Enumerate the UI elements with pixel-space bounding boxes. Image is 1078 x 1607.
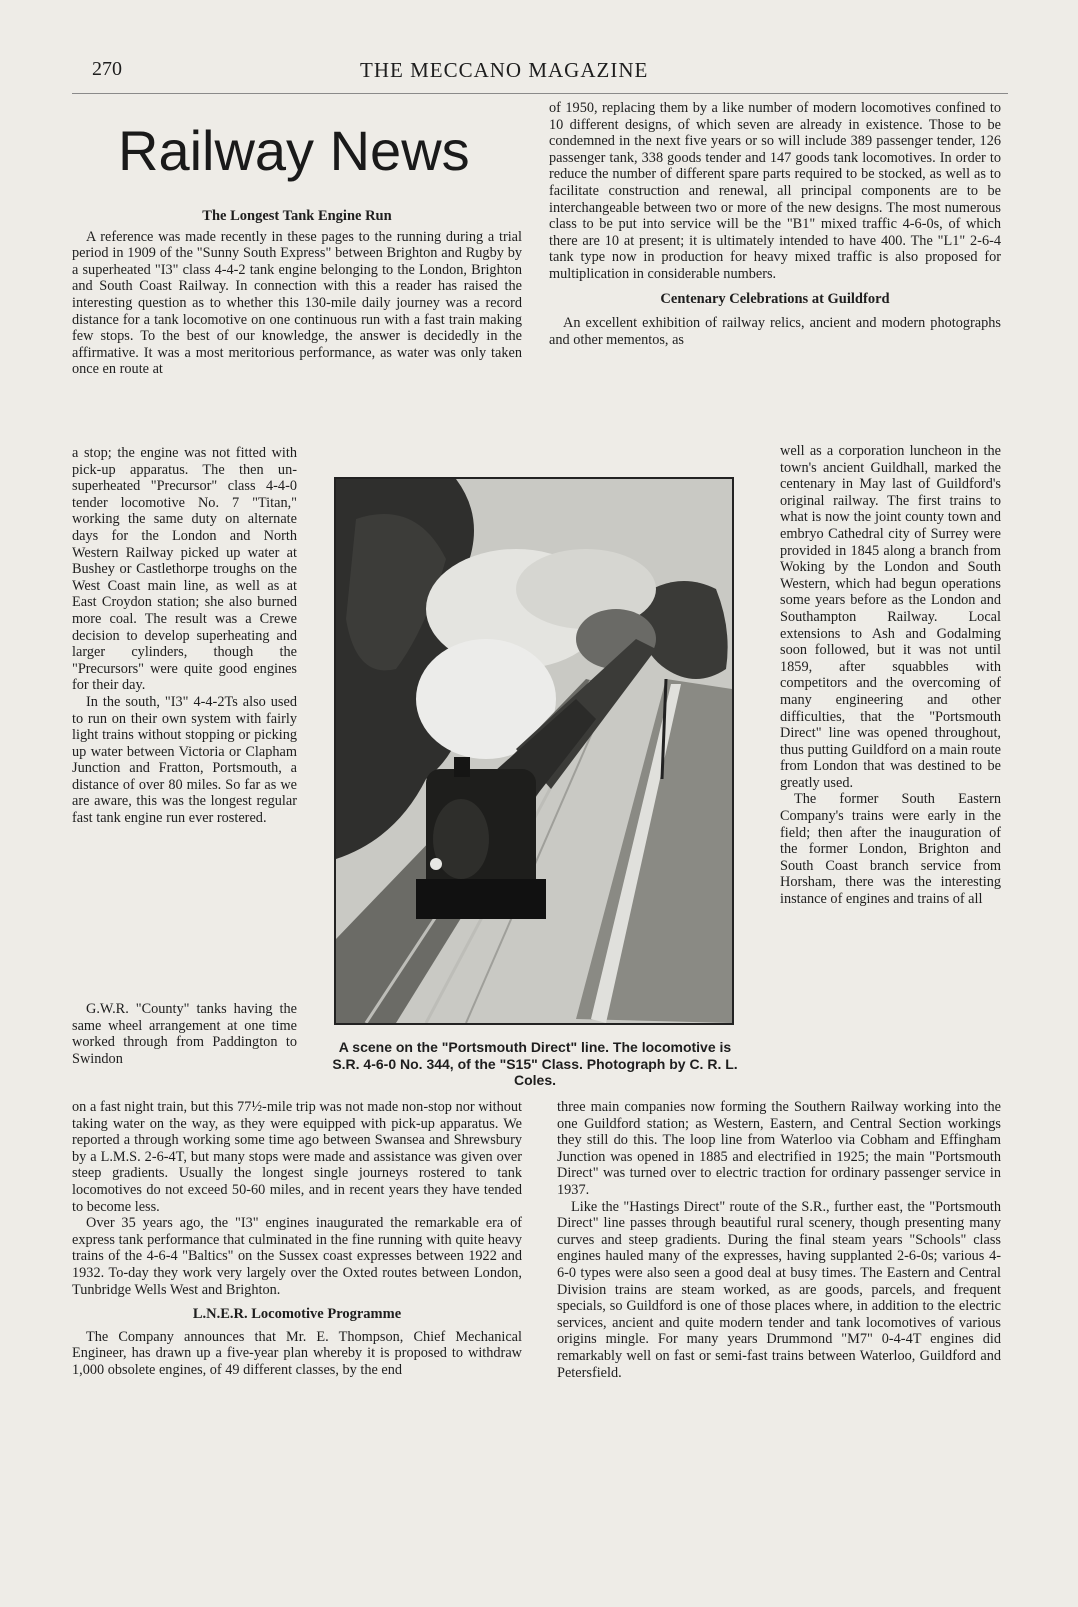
header-rule xyxy=(72,93,1008,94)
article-heading-longest-run: The Longest Tank Engine Run xyxy=(202,208,392,224)
paragraph: A reference was made recently in these pages to the running during a trial period in 1909 of the "Sunny South Express" between Brighton and Rugby by a superheated "I3" class 4-4-2 tank engine belonging to the London, Brighton and South Coast Railway. In connection with this a reader has raised the interesting question as to whether this 130-mile daily journey was a record distance for a tank locomotive on one continuous run with a fast train making few stops. To the best of our knowledge, the answer is decidedly in the affirmative. It was a most meritorious performance, as water was only taken once en route at xyxy=(72,228,522,378)
left-column-top xyxy=(72,208,522,378)
paragraph: a stop; the engine was not fitted with pick-up apparatus. The then un-superheated "Precursor" class 4-4-0 tender locomotive No. 7 "Titan," working the same duty on alternate days for the London and North Western Railway picked up water at Bushey or Castlethorpe troughs on the West Coast main line, as well as at East Croydon station; she also burned more coal. The result was a Crewe decision to develop superheating and larger cylinders, though the "Precursors" were quite good engines for their day. xyxy=(72,445,297,694)
article-heading-lner: L.N.E.R. Locomotive Programme xyxy=(192,1306,402,1323)
paragraph: An excellent exhibition of railway relics, ancient and modern photographs and other mementos, as xyxy=(549,315,1001,348)
page-number: 270 xyxy=(92,58,122,80)
photo-illustration xyxy=(336,479,732,1023)
paragraph: In the south, "I3" 4-4-2Ts also used to run on their own system with fairly light trains without stopping or picking up water between Victoria or Clapham Junction and Fratton, Portsmouth, a distance of over 80 miles. So far as we are aware, this was the longest regular fast tank engine run ever rostered. xyxy=(72,693,297,827)
paragraph: well as a corporation luncheon in the town's ancient Guildhall, marked the centenary in May last of Guildford's original railway. The first trains to what is now the joint county town and embryo Cathedral city of Surrey were provided in 1845 along a branch from Woking by the London and South Western, which had begun operations some years before as the London and Southampton Railway. Local extensions to Ash and Godalming soon followed, but it was not until 1859, after squabbles with competitors and the overcoming of many engineering and other difficulties, that the "Portsmouth Direct" line was opened throughout, thus putting Guildford on a main route from London that was destined to be greatly used. xyxy=(780,443,1001,791)
right-column-bottom xyxy=(557,1099,1001,1381)
right-column-narrow xyxy=(780,443,1001,908)
paragraph: G.W.R. "County" tanks having the same wheel arrangement at one time worked through from Paddington to Swindon xyxy=(72,1001,297,1067)
paragraph: The Company announces that Mr. E. Thompson, Chief Mechanical Engineer, has drawn up a five-year plan whereby it is proposed to withdraw 1,000 obsolete engines, of 49 different classes, by the end xyxy=(72,1328,522,1378)
paragraph: The former South Eastern Company's trains were early in the field; then after the inauguration of the former London, Brighton and South Coast branch service from Horsham, there was the interesting instance of engines and trains of all xyxy=(780,791,1001,908)
paragraph: three main companies now forming the Southern Railway working into the one Guildford station; as Western, Eastern, and Central Section workings they still do this. The loop line from Waterloo via Cobham and Effingham Junction was opened in 1885 and electrified in 1925; the main "Portsmouth Direct" was turned over to electric traction for ordinary passenger service in 1937. xyxy=(557,1099,1001,1198)
paragraph: Over 35 years ago, the "I3" engines inaugurated the remarkable era of express tank performance that culminated in the fine running with quite heavy trains of the 4-6-4 "Baltics" on the Sussex coast expresses between 1922 and 1932. To-day they work very largely over the Oxted routes between London, Tunbridge Wells West and Brighton. xyxy=(72,1215,522,1298)
left-column-bottom xyxy=(72,1099,522,1379)
paragraph: of 1950, replacing them by a like number of modern locomotives confined to 10 different designs, of which seven are already in existence. Those to be condemned in the next five years or so will include 389 passenger tender, 126 passenger tank, 338 goods tender and 147 goods tank locomotives. In order to reduce the number of different spare parts required to be stocked, as well as to facilitate construction and renewal, all principal components are to be interchangeable between two or more of the new designs. The most numerous class to be put into service will be the "B1" mixed traffic 4-6-0s, of which there are 10 at present; it is ultimately intended to have 400. The "L1" 2-6-4 tank type now in production for heavy mixed traffic is also proposed for multiplication in considerable numbers. xyxy=(549,100,1001,282)
locomotive-photograph xyxy=(334,477,734,1025)
right-column-top xyxy=(549,100,1001,348)
article-heading-guildford: Centenary Celebrations at Guildford xyxy=(660,290,890,307)
magazine-title: THE MECCANO MAGAZINE xyxy=(360,58,649,82)
left-column-narrow xyxy=(72,445,297,827)
photo-caption: A scene on the "Portsmouth Direct" line. The locomotive is S.R. 4-6-0 No. 344, of the "S15" Class. Photograph by C. R. L. Coles. xyxy=(332,1039,738,1088)
paragraph: on a fast night train, but this 77½-mile trip was not made non-stop nor without taking water on the way, as they were equipped with pick-up apparatus. We reported a through working some time ago between Swansea and Shrewsbury by a L.M.S. 2-6-4T, but many stops were made and assistance was given over steep gradients. Usually the longest single journeys rostered to tank locomotives do not exceed 50-60 miles, and in recent years they have tended to become less. xyxy=(72,1099,522,1215)
paragraph: Like the "Hastings Direct" route of the S.R., further east, the "Portsmouth Direct" line passes through beautiful rural scenery, though presenting many curves and steep gradients. During the final steam years "Schools" class engines hauled many of the expresses, having supplanted 2-6-0s; various 4-6-0 types were also seen a good deal at busy times. The Eastern and Central Division trains are steam worked, as are goods, parcels, and frequent specials, so Guildford is one of those places where, in addition to the electric services, ancient and quite modern tender and tank locomotives of various origins mingle. For many years Drummond "M7" 0-4-4T engines did remarkably well on fast or semi-fast trains between Waterloo, Guildford and Petersfield. xyxy=(557,1198,1001,1381)
left-column-narrow-lower xyxy=(72,1001,297,1067)
section-title: Railway News xyxy=(118,119,470,182)
